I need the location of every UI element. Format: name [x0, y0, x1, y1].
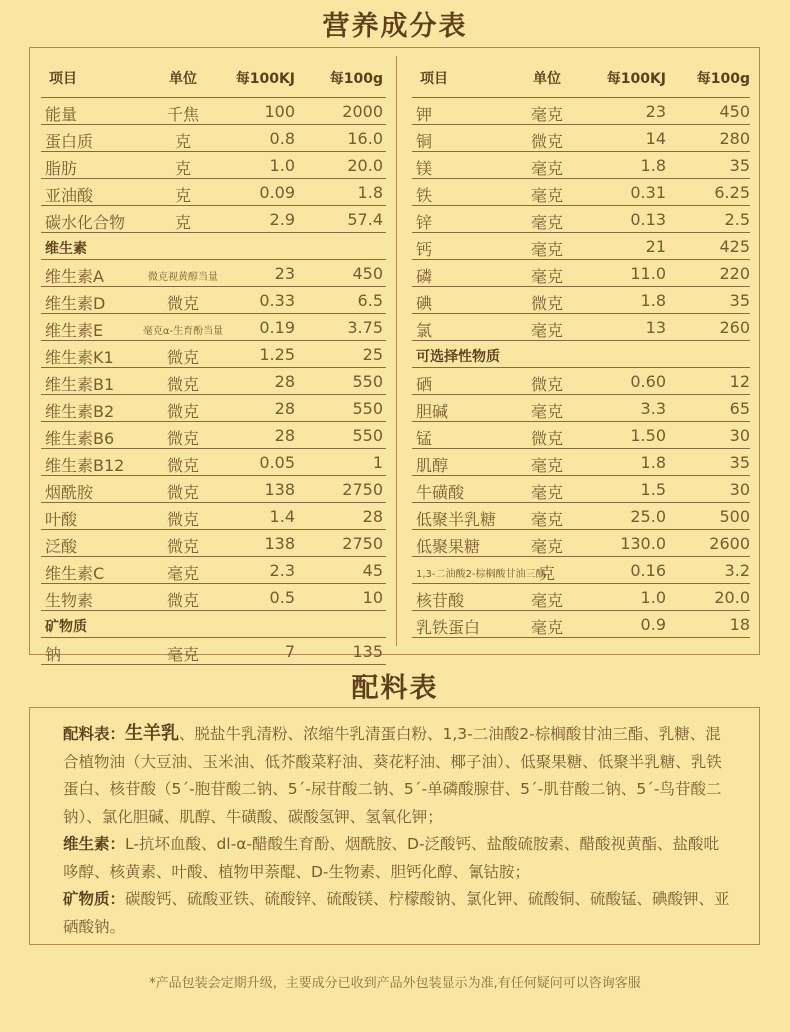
nutrient-unit: 微克 — [166, 483, 199, 502]
nutrient-unit: 微克 — [530, 375, 563, 394]
value-per-kj: 1.0 — [269, 156, 295, 175]
value-per-g: 65 — [729, 399, 750, 418]
value-per-kj: 0.9 — [640, 615, 666, 634]
table-row — [412, 152, 750, 179]
nutrient-unit: 毫克 — [530, 213, 563, 232]
table-header — [41, 58, 386, 98]
ingredients-paragraph — [63, 720, 733, 831]
nutrient-name: 低聚半乳糖 — [416, 510, 497, 529]
value-per-kj: 14 — [645, 129, 666, 148]
nutrient-unit: 微克 — [166, 294, 199, 313]
table-row — [412, 368, 750, 395]
nutrient-unit: 毫克 — [530, 483, 563, 502]
nutrient-name: 烟酰胺 — [45, 483, 94, 502]
table-row — [412, 530, 750, 557]
value-per-g: 20.0 — [714, 588, 750, 607]
nutrient-name: 镁 — [416, 159, 433, 178]
table-row — [41, 206, 386, 233]
nutrient-unit: 微克 — [166, 348, 199, 367]
header-item: 项目 — [49, 71, 77, 87]
value-per-kj: 0.60 — [630, 372, 666, 391]
value-per-kj: 11.0 — [630, 264, 666, 283]
value-per-g: 10 — [362, 588, 383, 607]
section-label: 可选择性物质 — [416, 349, 500, 365]
nutrient-unit: 毫克 — [530, 159, 563, 178]
table-row — [41, 287, 386, 314]
nutrient-name: 维生素B2 — [45, 402, 115, 421]
value-per-kj: 2.3 — [269, 561, 295, 580]
nutrient-name: 维生素A — [45, 267, 104, 286]
nutrient-name: 维生素B1 — [45, 375, 115, 394]
nutrient-name: 铜 — [416, 132, 433, 151]
table-row — [41, 314, 386, 341]
table-row — [412, 584, 750, 611]
value-per-g: 18 — [729, 615, 750, 634]
nutrient-unit: 毫克α-生育酚当量 — [142, 326, 224, 337]
value-per-kj: 0.19 — [259, 318, 295, 337]
footnote: *产品包装会定期升级，主要成分已收到产品外包装显示为准,有任何疑问可以咨询客服 — [149, 976, 641, 991]
table-row — [41, 260, 386, 287]
table-row — [41, 503, 386, 530]
nutrient-name: 生物素 — [45, 591, 94, 610]
value-per-g: 20.0 — [347, 156, 383, 175]
nutrient-name: 维生素E — [45, 321, 104, 340]
nutrient-name: 硒 — [416, 375, 433, 394]
value-per-kj: 28 — [274, 399, 295, 418]
ingredients-highlight: 生羊乳 — [125, 723, 180, 744]
nutrient-name: 维生素K1 — [45, 348, 114, 367]
table-row — [41, 179, 386, 206]
nutrient-name: 核苷酸 — [416, 591, 465, 610]
nutrient-name: 磷 — [416, 267, 433, 286]
value-per-kj: 0.05 — [259, 453, 295, 472]
nutrient-name: 碳水化合物 — [45, 213, 126, 232]
header-per-g: 每100g — [329, 71, 383, 87]
nutrient-unit: 毫克 — [530, 591, 563, 610]
nutrient-unit: 微克 — [166, 402, 199, 421]
nutrient-unit: 毫克 — [530, 618, 563, 637]
column-divider — [396, 56, 397, 646]
table-row — [41, 125, 386, 152]
table-row — [41, 638, 386, 665]
value-per-kj: 0.33 — [259, 291, 295, 310]
value-per-kj: 25.0 — [630, 507, 666, 526]
nutrient-unit: 毫克 — [530, 402, 563, 421]
nutrient-unit: 毫克 — [530, 456, 563, 475]
header-per-g: 每100g — [696, 71, 750, 87]
table-row — [41, 530, 386, 557]
nutrient-unit: 克 — [174, 132, 191, 151]
nutrient-name: 乳铁蛋白 — [416, 618, 481, 637]
nutrient-unit: 毫克 — [166, 564, 199, 583]
nutrient-name: 蛋白质 — [45, 132, 94, 151]
vitamin-paragraph — [63, 831, 733, 886]
table-row — [412, 233, 750, 260]
value-per-g: 2750 — [342, 534, 383, 553]
nutrient-unit: 微克 — [166, 591, 199, 610]
nutrient-name: 胆碱 — [416, 402, 449, 421]
section-row — [412, 341, 750, 368]
table-row — [412, 422, 750, 449]
value-per-kj: 1.50 — [630, 426, 666, 445]
nutrient-name: 肌醇 — [416, 456, 449, 475]
table-row — [412, 476, 750, 503]
nutrient-unit: 克 — [174, 213, 191, 232]
value-per-g: 25 — [362, 345, 383, 364]
section-label: 矿物质 — [45, 619, 87, 635]
value-per-g: 6.25 — [714, 183, 750, 202]
nutrient-name: 能量 — [45, 105, 78, 124]
ingredients-box — [29, 707, 760, 945]
nutrient-name: 低聚果糖 — [416, 537, 481, 556]
nutrient-unit: 克 — [174, 186, 191, 205]
mineral-text: 碳酸钙、硫酸亚铁、硫酸锌、硫酸镁、柠檬酸钠、氯化钾、硫酸铜、硫酸锰、碘酸钾、亚硒酸钠。 — [63, 890, 730, 936]
value-per-kj: 21 — [645, 237, 666, 256]
table-row — [41, 584, 386, 611]
nutrient-name: 氯 — [416, 321, 433, 340]
nutrient-unit: 毫克 — [530, 186, 563, 205]
value-per-g: 28 — [362, 507, 383, 526]
table-row — [41, 476, 386, 503]
value-per-g: 2.5 — [724, 210, 750, 229]
table-row — [41, 341, 386, 368]
table-row — [412, 206, 750, 233]
table-row — [41, 422, 386, 449]
nutrient-name: 维生素C — [45, 564, 105, 583]
value-per-kj: 1.5 — [640, 480, 666, 499]
nutrient-unit: 千焦 — [166, 105, 199, 124]
value-per-kj: 0.8 — [269, 129, 295, 148]
nutrient-unit: 微克 — [530, 132, 563, 151]
nutrient-name: 锰 — [416, 429, 433, 448]
nutrition-title: 营养成分表 — [322, 11, 468, 42]
header-unit: 单位 — [533, 71, 561, 87]
table-row — [41, 395, 386, 422]
value-per-g: 550 — [352, 372, 383, 391]
value-per-g: 30 — [729, 426, 750, 445]
header-unit: 单位 — [169, 71, 197, 87]
value-per-kj: 0.13 — [630, 210, 666, 229]
value-per-kj: 1.8 — [640, 156, 666, 175]
nutrient-name: 1,3-二油酸2-棕榈酸甘油三酯 — [416, 569, 546, 580]
value-per-g: 6.5 — [357, 291, 383, 310]
value-per-g: 35 — [729, 453, 750, 472]
table-row — [412, 260, 750, 287]
value-per-kj: 23 — [274, 264, 295, 283]
nutrient-name: 泛酸 — [45, 537, 78, 556]
value-per-kj: 3.3 — [640, 399, 666, 418]
table-row — [412, 449, 750, 476]
table-row — [41, 449, 386, 476]
table-row — [412, 395, 750, 422]
value-per-g: 16.0 — [347, 129, 383, 148]
nutrition-table — [29, 47, 760, 664]
table-row — [412, 314, 750, 341]
value-per-kj: 1.25 — [259, 345, 295, 364]
nutrient-name: 维生素B12 — [45, 456, 125, 475]
value-per-g: 425 — [719, 237, 750, 256]
nutrient-unit: 微克 — [166, 510, 199, 529]
nutrient-name: 钙 — [416, 240, 433, 259]
table-row — [412, 503, 750, 530]
nutrient-unit: 微克 — [530, 294, 563, 313]
nutrient-unit: 毫克 — [530, 321, 563, 340]
value-per-kj: 7 — [284, 642, 295, 661]
nutrient-name: 牛磺酸 — [416, 483, 465, 502]
value-per-g: 2750 — [342, 480, 383, 499]
table-row — [412, 125, 750, 152]
value-per-g: 2600 — [709, 534, 750, 553]
nutrient-name: 钾 — [416, 105, 433, 124]
mineral-label: 矿物质： — [63, 890, 126, 908]
section-row — [41, 611, 386, 638]
header-item: 项目 — [420, 71, 448, 87]
value-per-kj: 28 — [274, 372, 295, 391]
nutrient-unit: 毫克 — [530, 510, 563, 529]
table-row — [41, 368, 386, 395]
value-per-g: 1 — [372, 453, 383, 472]
value-per-g: 550 — [352, 426, 383, 445]
nutrient-name: 碘 — [416, 294, 433, 313]
ingredients-text: 、脱盐牛乳清粉、浓缩牛乳清蛋白粉、1,3-二油酸2-棕榈酸甘油三酯、乳糖、混合植物油（大豆油、玉米油、低芥酸菜籽油、葵花籽油、椰子油）、低聚果糖、低聚半乳糖、乳铁蛋白、核苷酸（5´-胞苷酸二钠、5´-尿苷酸二钠、5´-单磷酸腺苷、5´-肌苷酸二钠、5´-鸟苷酸二钠）、氯化胆碱、肌醇、牛磺酸、碳酸氢钾、氢氧化钾； — [63, 725, 722, 826]
ingredients-title: 配料表 — [351, 673, 439, 704]
value-per-g: 135 — [352, 642, 383, 661]
value-per-kj: 1.8 — [640, 453, 666, 472]
table-row — [41, 152, 386, 179]
value-per-kj: 0.16 — [630, 561, 666, 580]
table-row — [41, 98, 386, 125]
value-per-kj: 23 — [645, 102, 666, 121]
value-per-kj: 138 — [264, 480, 295, 499]
nutrient-unit: 毫克 — [530, 267, 563, 286]
vitamin-label: 维生素： — [63, 835, 126, 853]
nutrient-unit: 微克 — [166, 456, 199, 475]
value-per-g: 450 — [719, 102, 750, 121]
value-per-g: 3.2 — [724, 561, 750, 580]
table-row — [412, 611, 750, 638]
nutrient-name: 脂肪 — [45, 159, 78, 178]
nutrient-unit: 毫克 — [530, 537, 563, 556]
nutrient-unit: 微克 — [166, 375, 199, 394]
value-per-kj: 138 — [264, 534, 295, 553]
section-row — [41, 233, 386, 260]
nutrient-name: 维生素D — [45, 294, 106, 313]
section-label: 维生素 — [45, 241, 87, 257]
value-per-g: 3.75 — [347, 318, 383, 337]
header-per-kj: 每100KJ — [606, 71, 666, 87]
value-per-g: 12 — [729, 372, 750, 391]
value-per-g: 2000 — [342, 102, 383, 121]
nutrient-unit: 微克 — [166, 537, 199, 556]
table-row — [412, 557, 750, 584]
value-per-g: 450 — [352, 264, 383, 283]
value-per-g: 1.8 — [357, 183, 383, 202]
nutrient-unit: 微克 — [166, 429, 199, 448]
value-per-g: 45 — [362, 561, 383, 580]
nutrient-name: 钠 — [45, 645, 62, 664]
nutrient-unit: 微克 — [530, 429, 563, 448]
value-per-kj: 1.4 — [269, 507, 295, 526]
value-per-kj: 100 — [264, 102, 295, 121]
value-per-g: 35 — [729, 291, 750, 310]
value-per-g: 220 — [719, 264, 750, 283]
value-per-kj: 1.8 — [640, 291, 666, 310]
nutrient-name: 亚油酸 — [45, 186, 94, 205]
nutrition-column-right — [412, 58, 750, 638]
value-per-kj: 2.9 — [269, 210, 295, 229]
table-row — [412, 98, 750, 125]
value-per-kj: 0.31 — [630, 183, 666, 202]
nutrient-unit: 毫克 — [166, 645, 199, 664]
value-per-g: 280 — [719, 129, 750, 148]
value-per-g: 500 — [719, 507, 750, 526]
value-per-g: 550 — [352, 399, 383, 418]
value-per-kj: 13 — [645, 318, 666, 337]
table-row — [41, 557, 386, 584]
value-per-kj: 130.0 — [620, 534, 666, 553]
table-header — [412, 58, 750, 98]
nutrient-name: 锌 — [416, 213, 433, 232]
value-per-kj: 28 — [274, 426, 295, 445]
value-per-g: 57.4 — [347, 210, 383, 229]
nutrient-name: 铁 — [416, 186, 433, 205]
value-per-kj: 1.0 — [640, 588, 666, 607]
header-per-kj: 每100KJ — [235, 71, 295, 87]
table-row — [412, 179, 750, 206]
nutrient-unit: 微克视黄醇当量 — [148, 272, 218, 283]
nutrient-name: 叶酸 — [45, 510, 78, 529]
value-per-g: 35 — [729, 156, 750, 175]
nutrient-unit: 毫克 — [530, 240, 563, 259]
value-per-kj: 0.09 — [259, 183, 295, 202]
nutrient-name: 维生素B6 — [45, 429, 115, 448]
value-per-g: 30 — [729, 480, 750, 499]
mineral-paragraph — [63, 886, 733, 941]
value-per-kj: 0.5 — [269, 588, 295, 607]
ingredients-label: 配料表： — [63, 725, 126, 743]
nutrition-column-left — [41, 58, 386, 665]
nutrient-unit: 克 — [538, 564, 555, 583]
nutrient-unit: 克 — [174, 159, 191, 178]
table-row — [412, 287, 750, 314]
vitamin-text: L-抗坏血酸、dl-α-醋酸生育酚、烟酰胺、D-泛酸钙、盐酸硫胺素、醋酸视黄酯、盐酸吡哆醇、核黄素、叶酸、植物甲萘醌、D-生物素、胆钙化醇、氰钴胺； — [63, 835, 720, 881]
nutrient-unit: 毫克 — [530, 105, 563, 124]
value-per-g: 260 — [719, 318, 750, 337]
